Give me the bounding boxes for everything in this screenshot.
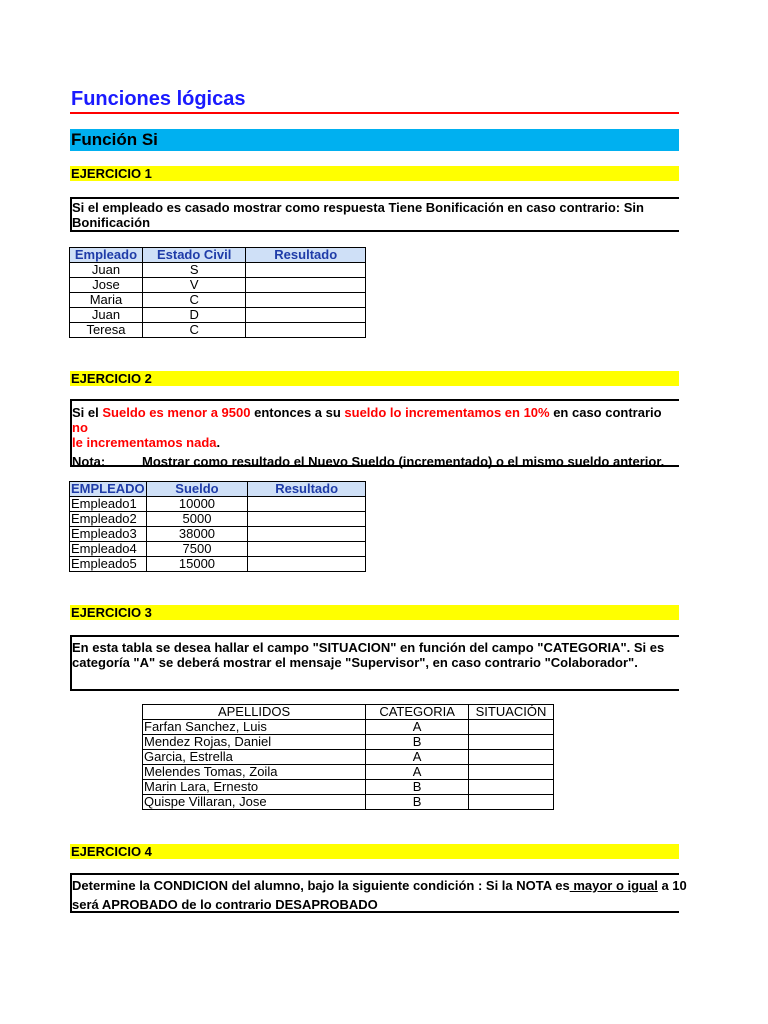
table-cell[interactable]: Empleado5 <box>70 557 147 572</box>
col-header-empleado: EMPLEADO <box>71 481 145 496</box>
exercise-1-header <box>70 166 679 181</box>
table-cell[interactable]: Empleado2 <box>70 512 147 527</box>
table-cell[interactable]: Melendes Tomas, Zoila <box>143 765 366 780</box>
table-cell[interactable]: Empleado1 <box>70 497 147 512</box>
table-cell[interactable]: 5000 <box>146 512 248 527</box>
exercise-4-statement <box>70 873 687 913</box>
table-cell[interactable]: C <box>142 293 246 308</box>
table-cell[interactable] <box>469 750 554 765</box>
table-cell[interactable]: S <box>142 263 246 278</box>
exercise-1-statement <box>70 197 679 232</box>
table-cell[interactable] <box>246 308 366 323</box>
table-cell[interactable]: C <box>142 323 246 338</box>
exercise-2-text: Si el Sueldo es menor a 9500 entonces a su sueldo lo incrementamos en 10% en caso contrario no le incrementamos nada. <box>72 405 662 450</box>
col-header-situacion: SITUACIÓN <box>469 705 554 720</box>
exercise-3-text: En esta tabla se desea hallar el campo "SITUACION" en función del campo "CATEGORIA". Si es categoría "A" se deberá mostrar el mensaje "Supervisor", en caso contrario "Colaborador". <box>72 640 665 670</box>
table-row <box>70 278 366 293</box>
table-cell[interactable]: Farfan Sanchez, Luis <box>143 720 366 735</box>
table-row <box>70 527 366 542</box>
table-row <box>143 795 554 810</box>
table-cell[interactable]: A <box>366 750 469 765</box>
table-cell[interactable] <box>246 278 366 293</box>
table-cell[interactable] <box>469 735 554 750</box>
col-header-empleado: Empleado <box>70 248 143 263</box>
col-header-resultado: Resultado <box>246 248 366 263</box>
table-cell[interactable]: Jose <box>70 278 143 293</box>
section-title: Función Si <box>71 130 158 149</box>
exercise-2-table <box>69 481 366 572</box>
table-cell[interactable] <box>248 497 366 512</box>
exercise-3-statement <box>70 635 679 691</box>
exercise-4-line-1: Determine la CONDICION del alumno, bajo la siguiente condición : Si la NOTA es mayor o igual a 10 <box>72 878 687 893</box>
exercise-1-label: EJERCICIO 1 <box>71 166 152 181</box>
page-title: Funciones lógicas <box>71 88 246 110</box>
table-row <box>70 263 366 278</box>
table-row <box>70 557 366 572</box>
table-row <box>70 542 366 557</box>
table-row <box>70 497 366 512</box>
table-row <box>70 308 366 323</box>
table-row <box>70 323 366 338</box>
table-cell[interactable]: Empleado4 <box>70 542 147 557</box>
table-cell[interactable]: Teresa <box>70 323 143 338</box>
col-header-apellidos: APELLIDOS <box>143 705 366 720</box>
table-cell[interactable]: 7500 <box>146 542 248 557</box>
table-cell[interactable]: A <box>366 720 469 735</box>
table-cell[interactable]: Garcia, Estrella <box>143 750 366 765</box>
table-cell[interactable]: 15000 <box>146 557 248 572</box>
table-cell[interactable]: Juan <box>70 308 143 323</box>
table-cell[interactable] <box>248 512 366 527</box>
exercise-3-header <box>70 605 679 620</box>
title-underline <box>70 112 679 114</box>
table-cell[interactable]: 10000 <box>146 497 248 512</box>
table-cell[interactable]: B <box>366 735 469 750</box>
table-row <box>143 750 554 765</box>
exercise-2-statement <box>70 399 679 467</box>
table-row <box>143 735 554 750</box>
col-header-estado-civil: Estado Civil <box>142 248 246 263</box>
table-cell[interactable] <box>248 542 366 557</box>
table-cell[interactable] <box>246 293 366 308</box>
table-row <box>143 780 554 795</box>
exercise-1-table <box>69 247 366 338</box>
section-header <box>70 129 679 151</box>
exercise-4-header <box>70 844 679 859</box>
table-cell[interactable] <box>469 720 554 735</box>
col-header-resultado: Resultado <box>248 482 366 497</box>
table-cell[interactable] <box>246 263 366 278</box>
table-cell[interactable]: V <box>142 278 246 293</box>
table-cell[interactable]: 38000 <box>146 527 248 542</box>
table-cell[interactable] <box>469 795 554 810</box>
table-cell[interactable] <box>248 527 366 542</box>
table-row <box>143 720 554 735</box>
table-cell[interactable] <box>469 780 554 795</box>
table-cell[interactable]: A <box>366 765 469 780</box>
exercise-4-line-2: será APROBADO de lo contrario DESAPROBADO <box>72 897 378 912</box>
table-cell[interactable]: Maria <box>70 293 143 308</box>
table-cell[interactable]: Mendez Rojas, Daniel <box>143 735 366 750</box>
col-header-sueldo: Sueldo <box>146 482 248 497</box>
col-header-categoria: CATEGORIA <box>366 705 469 720</box>
exercise-2-note: Nota: Mostrar como resultado el Nuevo Sueldo (incrementado) o el mismo sueldo anterior. <box>72 454 665 469</box>
exercise-3-table <box>142 704 554 810</box>
table-cell[interactable]: B <box>366 780 469 795</box>
table-cell[interactable]: Juan <box>70 263 143 278</box>
table-row <box>143 765 554 780</box>
table-cell[interactable] <box>248 557 366 572</box>
table-row <box>70 293 366 308</box>
table-cell[interactable]: Marin Lara, Ernesto <box>143 780 366 795</box>
table-cell[interactable]: Empleado3 <box>70 527 147 542</box>
table-cell[interactable]: D <box>142 308 246 323</box>
exercise-1-text: Si el empleado es casado mostrar como respuesta Tiene Bonificación en caso contrario: Sin Bonificación <box>72 200 644 230</box>
exercise-2-label: EJERCICIO 2 <box>71 371 152 386</box>
table-cell[interactable] <box>469 765 554 780</box>
exercise-3-label: EJERCICIO 3 <box>71 605 152 620</box>
table-cell[interactable] <box>246 323 366 338</box>
table-row <box>70 512 366 527</box>
table-cell[interactable]: Quispe Villaran, Jose <box>143 795 366 810</box>
exercise-4-label: EJERCICIO 4 <box>71 844 152 859</box>
table-cell[interactable]: B <box>366 795 469 810</box>
exercise-2-header <box>70 371 679 386</box>
